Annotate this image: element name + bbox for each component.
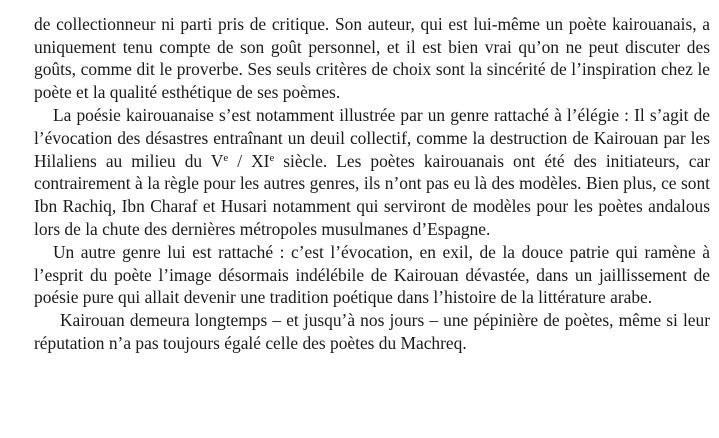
paragraph-3: Un autre genre lui est rattaché : c’est l’évocation, en exil, de la douce patrie qui ramène à l’esprit du poète l’image désormais indélébile de Kairouan dévastée, dans un jaillissement de poésie pure qui allait devenir une tradition poétique dans l’histoire de la littérature arabe.	[34, 241, 710, 308]
paragraph-2-text-b: / XI	[228, 150, 270, 171]
paragraph-1-line-2: kairouanais, a uniquement tenu compte de son goût personnel, et il est bien vrai	[34, 13, 710, 57]
superscript-e-1: e	[223, 151, 229, 164]
paragraph-1	[34, 13, 710, 104]
paragraph-1-line-4: sont la sincérité de l’inspiration chez le poète et la qualité esthétique de ses poèmes.	[34, 59, 710, 103]
paragraph-1-line-1: de collectionneur ni parti pris de critique. Son auteur, qui est lui-même un poète	[34, 13, 607, 34]
paragraph-2	[34, 104, 710, 241]
paragraph-1-line-3: qu’on ne peut discuter des goûts, comme dit le proverbe. Ses seuls critères de choix	[34, 36, 710, 80]
cut-off-line	[34, 0, 710, 13]
paragraph-2-text-a: La poésie kairouanaise s’est notamment illustrée par un genre rattaché à l’élégie : Il s’agit de l’évocation des désastres entraînant un deuil collectif, comme la destruction de Kairouan par les Hilaliens au milieu du V	[34, 104, 710, 171]
paragraph-4: Kairouan demeura longtemps – et jusqu’à nos jours – une pépinière de poètes, même si leur réputation n’a pas toujours égalé celle des poètes du Machreq.	[34, 310, 710, 353]
document-page	[34, 0, 710, 355]
paragraph-2-text-c: siècle. Les poètes kairouanais ont été des initiateurs, car contrairement à la règle pour les autres genres, ils n’ont pas eu là des modèles. Bien plus, ce sont Ibn Rachiq, Ibn Charaf et Husari notamment qui serviront de modèles pour les poètes andalous lors de la chute des dernières métropoles musulmanes d’Espagne.	[34, 150, 710, 239]
superscript-e-2: e	[269, 151, 275, 164]
